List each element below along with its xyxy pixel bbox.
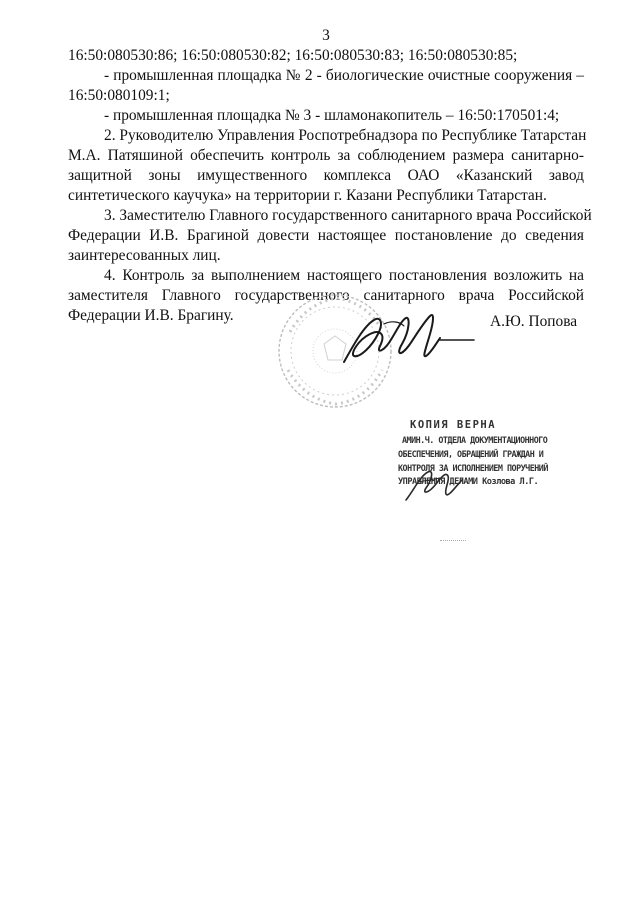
paragraph-3-line-1: 3. Заместителю Главного государственного санитарного врача Российской [104,207,592,224]
page-number: 3 [322,27,330,44]
cadastral-numbers-line: 16:50:080530:86; 16:50:080530:82; 16:50:080530:83; 16:50:080530:85; [68,47,518,64]
paragraph-3-line-3: заинтересованных лиц. [68,247,221,264]
signature-icon [340,300,480,380]
paragraph-2-line-1: 2. Руководителю Управления Роспотребнадзора по Республике Татарстан [104,127,587,144]
copy-stamp-line-2: АМИН.Ч. ОТДЕЛА ДОКУМЕНТАЦИОННОГО [402,435,548,445]
paragraph-4-line-1: 4. Контроль за выполнением настоящего постановления возложить на [104,267,584,284]
signatory-name: А.Ю. Попова [490,313,578,330]
scan-artifact [440,540,466,542]
site-2-line: - промышленная площадка № 2 - биологические очистные сооружения – [104,67,584,84]
copy-stamp-title: КОПИЯ ВЕРНА [410,419,497,431]
paragraph-4-line-2: заместителя Главного государственного санитарного врача Российской [68,287,584,304]
copy-stamp-line-4: КОНТРОЛЯ ЗА ИСПОЛНЕНИЕМ ПОРУЧЕНИЙ [398,463,548,473]
paragraph-4-line-3: Федерации И.В. Брагину. [68,307,234,324]
paragraph-3-line-2: Федерации И.В. Брагиной довести настоящее постановление до сведения [68,227,584,244]
site-2-cadastral: 16:50:080109:1; [68,87,170,104]
copy-stamp-line-5: УПРАВЛЕНИЯ ДЕЛАМИ Козлова Л.Г. [398,477,539,487]
site-3-line: - промышленная площадка № 3 - шламонакопитель – 16:50:170501:4; [104,107,560,124]
paragraph-2-line-2: М.А. Патяшиной обеспечить контроль за соблюдением размера санитарно- [68,147,584,164]
certifier-signature-icon [400,460,470,510]
paragraph-2-line-4: синтетического каучука» на территории г. Казани Республики Татарстан. [68,187,547,204]
copy-stamp-line-3: ОБЕСПЕЧЕНИЯ, ОБРАЩЕНИЙ ГРАЖДАН И [398,449,544,459]
paragraph-2-line-3: защитной зоны имущественного комплекса ОАО «Казанский завод [68,167,584,184]
